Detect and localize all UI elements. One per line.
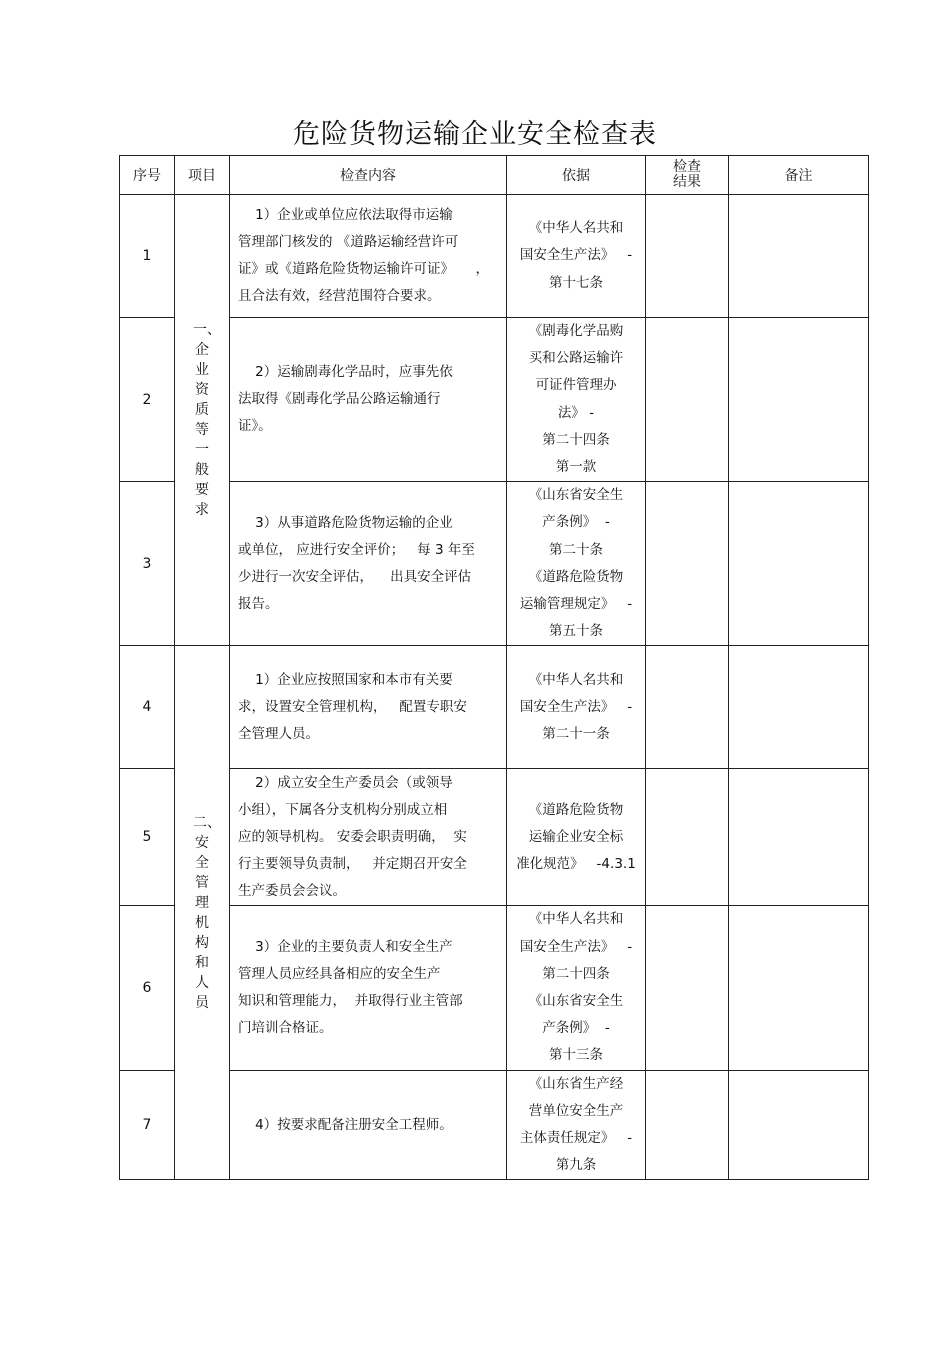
row-result-cell[interactable] <box>646 1070 729 1180</box>
row-remark-cell[interactable] <box>729 769 869 906</box>
group-label-cell <box>175 195 230 646</box>
row-basis: 《中华人名共和 国安全生产法》 - 第二十四条 《山东省安全生 产条例》 - 第十三条 <box>507 906 646 1070</box>
row-basis: 《中华人名共和 国安全生产法》 - 第十七条 <box>507 195 646 318</box>
header-result-bottom: 结果 <box>673 174 701 190</box>
header-item: 项目 <box>175 156 230 195</box>
row-remark-cell[interactable] <box>729 646 869 769</box>
row-remark-cell[interactable] <box>729 1070 869 1180</box>
row-basis: 《剧毒化学品购 买和公路运输许 可证件管理办 法》 - 第二十四条 第一款 <box>507 318 646 482</box>
row-basis: 《中华人名共和 国安全生产法》 - 第二十一条 <box>507 646 646 769</box>
row-content: 1）企业或单位应依法取得市运输 管理部门核发的 《道路运输经营许可 证》或《道路危险货物运输许可证》 ， 且合法有效，经营范围符合要求。 <box>230 195 507 318</box>
table-row <box>120 318 869 482</box>
row-content: 4）按要求配备注册安全工程师。 <box>230 1070 507 1180</box>
row-basis: 《道路危险货物 运输企业安全标 准化规范》 -4.3.1 <box>507 769 646 906</box>
row-seq: 7 <box>120 1070 175 1180</box>
row-content: 3）企业的主要负责人和安全生产 管理人员应经具备相应的安全生产 知识和管理能力， 并取得行业主管部 门培训合格证。 <box>230 906 507 1070</box>
header-content: 检查内容 <box>230 156 507 195</box>
page-title: 危险货物运输企业安全检查表 <box>293 119 657 150</box>
table-row <box>120 906 869 1070</box>
row-result-cell[interactable] <box>646 195 729 318</box>
row-content: 3）从事道路危险货物运输的企业 或单位， 应进行安全评价； 每 3 年至 少进行一次安全评估， 出具安全评估 报告。 <box>230 482 507 646</box>
group-label: 一、企业资质等一般要求 <box>193 322 221 519</box>
row-remark-cell[interactable] <box>729 906 869 1070</box>
row-seq: 2 <box>120 318 175 482</box>
row-content: 1）企业应按照国家和本市有关要 求，设置安全管理机构， 配置专职安 全管理人员。 <box>230 646 507 769</box>
table-row <box>120 195 869 318</box>
row-result-cell[interactable] <box>646 769 729 906</box>
header-basis: 依据 <box>507 156 646 195</box>
table-row <box>120 1070 869 1180</box>
row-seq: 6 <box>120 906 175 1070</box>
header-seq: 序号 <box>120 156 175 195</box>
row-seq: 3 <box>120 482 175 646</box>
row-remark-cell[interactable] <box>729 195 869 318</box>
row-result-cell[interactable] <box>646 906 729 1070</box>
row-content: 2）成立安全生产委员会（或领导 小组），下属各分支机构分别成立相 应的领导机构。 安委会职责明确， 实 行主要领导负责制， 并定期召开安全 生产委员会会议。 <box>230 769 507 906</box>
group-label-cell <box>175 646 230 1180</box>
row-result-cell[interactable] <box>646 646 729 769</box>
row-content: 2）运输剧毒化学品时，应事先依 法取得《剧毒化学品公路运输通行 证》。 <box>230 318 507 482</box>
header-row <box>120 156 869 195</box>
row-seq: 1 <box>120 195 175 318</box>
row-seq: 5 <box>120 769 175 906</box>
table-row <box>120 482 869 646</box>
group-label: 二、安全管理机构和人员 <box>193 814 221 1011</box>
row-remark-cell[interactable] <box>729 482 869 646</box>
header-remark: 备注 <box>729 156 869 195</box>
row-basis: 《山东省安全生 产条例》 - 第二十条 《道路危险货物 运输管理规定》 - 第五十条 <box>507 482 646 646</box>
inspection-table <box>119 155 869 1180</box>
table-row <box>120 646 869 769</box>
row-seq: 4 <box>120 646 175 769</box>
row-result-cell[interactable] <box>646 482 729 646</box>
row-basis: 《山东省生产经 营单位安全生产 主体责任规定》 - 第九条 <box>507 1070 646 1180</box>
row-result-cell[interactable] <box>646 318 729 482</box>
table-row <box>120 769 869 906</box>
header-result-top: 检查 <box>673 159 701 175</box>
row-remark-cell[interactable] <box>729 318 869 482</box>
header-result <box>646 156 729 195</box>
